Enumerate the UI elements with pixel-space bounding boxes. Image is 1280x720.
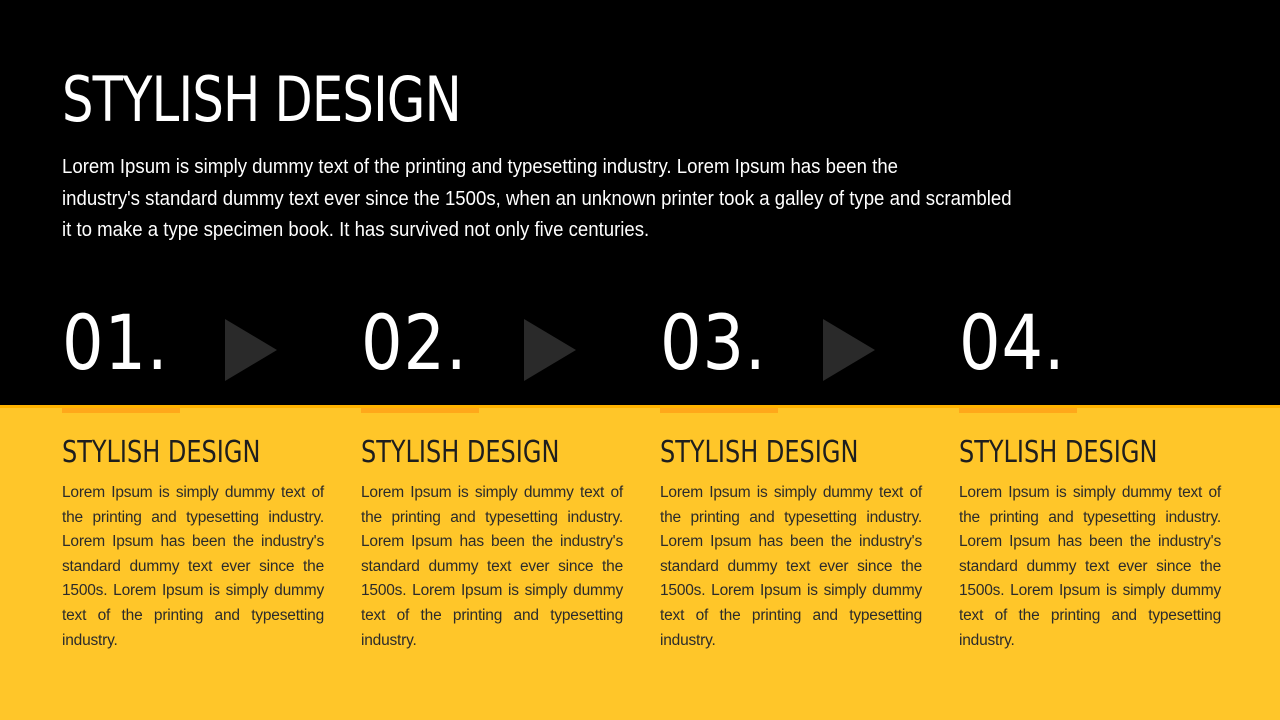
step-number: 04. — [959, 298, 1066, 387]
intro-line: industry's standard dummy text ever since the 1500s, when an unknown printer took a galley of type and scrambled — [62, 187, 1012, 210]
play-arrow-icon — [823, 319, 875, 381]
step-number: 03. — [660, 298, 767, 387]
step-description: Lorem Ipsum is simply dummy text of the printing and typesetting industry. Lorem Ipsum has been the industry's standard dummy text ever since the 1500s. Lorem Ipsum is simply dummy text of the printing and typesetting industry. — [62, 484, 324, 649]
play-arrow-icon — [225, 319, 277, 381]
step-title: STYLISH DESIGN — [62, 435, 261, 470]
accent-bar — [660, 408, 778, 413]
accent-bar — [959, 408, 1077, 413]
step-title: STYLISH DESIGN — [959, 435, 1158, 470]
accent-bar — [361, 408, 479, 413]
step-description: Lorem Ipsum is simply dummy text of the printing and typesetting industry. Lorem Ipsum has been the industry's standard dummy text ever since the 1500s. Lorem Ipsum is simply dummy text of the printing and typesetting industry. — [959, 484, 1221, 649]
intro-paragraph — [62, 152, 1122, 247]
step-title: STYLISH DESIGN — [660, 435, 859, 470]
accent-bar — [62, 408, 180, 413]
intro-line: it to make a type specimen book. It has survived not only five centuries. — [62, 219, 650, 241]
step-description: Lorem Ipsum is simply dummy text of the printing and typesetting industry. Lorem Ipsum has been the industry's standard dummy text ever since the 1500s. Lorem Ipsum is simply dummy text of the printing and typesetting industry. — [361, 484, 623, 649]
step-title: STYLISH DESIGN — [361, 435, 560, 470]
step-number: 01. — [62, 298, 169, 387]
step-description: Lorem Ipsum is simply dummy text of the printing and typesetting industry. Lorem Ipsum has been the industry's standard dummy text ever since the 1500s. Lorem Ipsum is simply dummy text of the printing and typesetting industry. — [660, 484, 922, 649]
intro-line: Lorem Ipsum is simply dummy text of the printing and typesetting industry. Lorem Ipsum has been the — [62, 156, 899, 178]
slide-title: STYLISH DESIGN — [62, 63, 461, 136]
play-arrow-icon — [524, 319, 576, 381]
step-number: 02. — [361, 298, 468, 387]
